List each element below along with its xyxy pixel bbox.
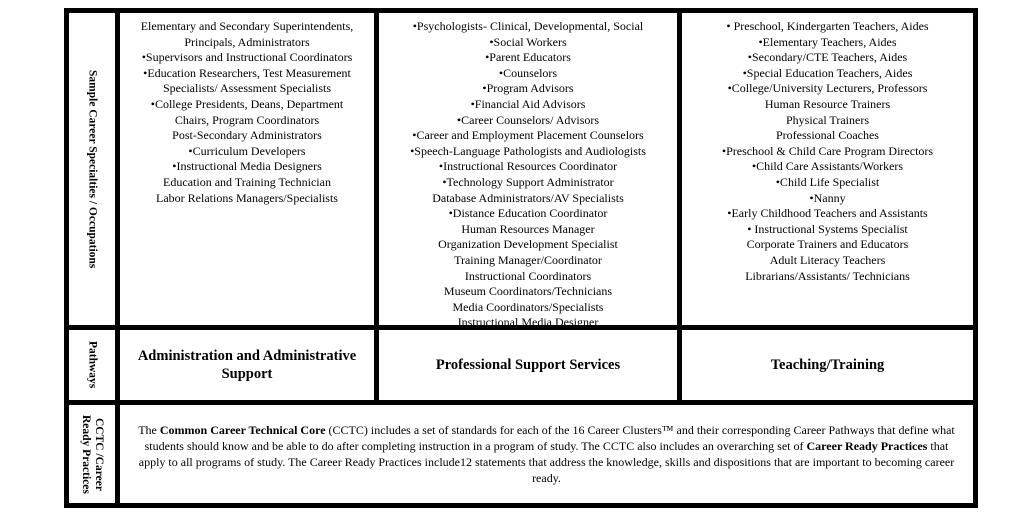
occupations-column-administration — [120, 13, 374, 325]
occupation-item: Training Manager/Coordinator — [454, 252, 602, 267]
occupation-item: •Instructional Resources Coordinator — [438, 159, 618, 174]
occupation-item: Adult Literacy Teachers — [769, 252, 886, 267]
occupation-item: •Technology Support Administrator — [442, 174, 614, 189]
occupation-item: •College/University Lecturers, Professors — [727, 81, 928, 96]
occupation-item: •Counselors — [498, 65, 558, 80]
row-label-cctc-cell — [69, 405, 115, 503]
occupation-item: Labor Relations Managers/Specialists — [156, 190, 338, 205]
occupation-item: Librarians/Assistants/ Technicians — [745, 268, 910, 283]
occupation-item: Instructional Coordinators — [464, 268, 592, 283]
occupation-item: •Career Counselors/ Advisors — [456, 112, 600, 127]
row-label-cctc: CCTC /Career Ready Practices — [80, 414, 105, 494]
occupation-item: •Supervisors and Instructional Coordinators — [141, 50, 353, 65]
occupation-item: •Curriculum Developers — [188, 143, 306, 158]
occupation-item: Professional Coaches — [776, 128, 879, 143]
occupation-item: •Early Childhood Teachers and Assistants — [727, 206, 928, 221]
row-label-specialties-cell — [69, 13, 115, 325]
occupation-item: •Social Workers — [489, 34, 567, 49]
occupation-item: •Special Education Teachers, Aides — [742, 65, 913, 80]
occupation-item: •Financial Aid Advisors — [470, 96, 586, 111]
cctc-term-common-career-technical-core: Common Career Technical Core — [159, 423, 326, 437]
occupation-item: •College Presidents, Deans, Department — [150, 96, 344, 111]
occupation-item: •Secondary/CTE Teachers, Aides — [747, 50, 908, 65]
occupations-column-professional-support — [379, 13, 677, 330]
occupation-item: Elementary and Secondary Superintendents, — [140, 19, 354, 33]
occupation-item: Instructional Media Designer — [457, 315, 599, 330]
cctc-term-career-ready-practices: Career Ready Practices — [806, 439, 928, 453]
occupation-item: •Parent Educators — [485, 50, 571, 65]
row-label-pathways: Pathways — [86, 341, 99, 389]
cctc-text: (CCTC) includes a set of standards for each of the 16 Career Clusters™ and their corresponding Career Pathways that define what students should know and be able to do after completing instruction in a program of study. The CCTC also includes an overarching set of — [144, 423, 955, 453]
occupation-item: • Preschool, Kindergarten Teachers, Aides — [726, 19, 929, 33]
occupation-item: •Career and Employment Placement Counselors — [412, 128, 644, 143]
occupation-item: •Child Life Specialist — [775, 174, 880, 189]
occupation-item: •Child Care Assistants/Workers — [751, 159, 904, 174]
occupation-item: Physical Trainers — [785, 112, 869, 127]
occupation-item: •Speech-Language Pathologists and Audiologists — [410, 143, 646, 158]
occupation-item: •Education Researchers, Test Measurement — [143, 65, 351, 80]
pathway-administration — [120, 330, 374, 400]
career-cluster-table — [64, 8, 978, 508]
occupation-item: •Program Advisors — [482, 81, 574, 96]
occupation-item: •Nanny — [809, 190, 846, 205]
occupations-column-teaching-training — [682, 13, 973, 325]
occupation-item: •Distance Education Coordinator — [448, 206, 608, 221]
occupation-item: Database Administrators/AV Specialists — [432, 190, 624, 205]
pathway-title: Professional Support Services — [435, 357, 621, 373]
cctc-text: The — [138, 423, 160, 437]
occupation-item: •Elementary Teachers, Aides — [758, 34, 897, 49]
cctc-description — [120, 405, 973, 503]
pathway-title: Teaching/Training — [770, 357, 885, 373]
occupation-item: • Instructional Systems Specialist — [747, 221, 908, 236]
occupation-item: •Instructional Media Designers — [172, 159, 322, 174]
occupation-item: Organization Development Specialist — [438, 237, 618, 252]
cctc-paragraph — [134, 422, 959, 486]
occupation-item: Museum Coordinators/Technicians — [443, 284, 613, 299]
cctc-text: that apply to all programs of study. The Career Ready Practices include12 statements that address the knowledge, skills and dispositions that are important to becoming career ready. — [138, 439, 955, 485]
occupation-item: Education and Training Technician — [163, 174, 331, 189]
occupation-item: •Preschool & Child Care Program Directors — [721, 143, 934, 158]
row-label-specialties: Sample Career Specialties / Occupations — [86, 69, 99, 269]
occupation-item: Media Coordinators/Specialists — [452, 299, 604, 314]
occupation-item: Human Resources Manager — [461, 221, 595, 236]
occupation-item: Chairs, Program Coordinators — [174, 112, 320, 127]
pathway-professional-support — [379, 330, 677, 400]
occupation-item: Principals, Administrators — [184, 34, 310, 49]
pathway-teaching-training — [682, 330, 973, 400]
occupation-item: Human Resource Trainers — [764, 96, 891, 111]
occupation-item: Specialists/ Assessment Specialists — [163, 81, 331, 96]
row-label-pathways-cell — [69, 330, 115, 400]
occupation-item: Post-Secondary Administrators — [172, 128, 322, 143]
occupation-item: Corporate Trainers and Educators — [746, 237, 909, 252]
pathway-title: Administration and Administrative Support — [137, 348, 357, 382]
occupation-item: •Psychologists- Clinical, Developmental, Social — [412, 19, 644, 33]
